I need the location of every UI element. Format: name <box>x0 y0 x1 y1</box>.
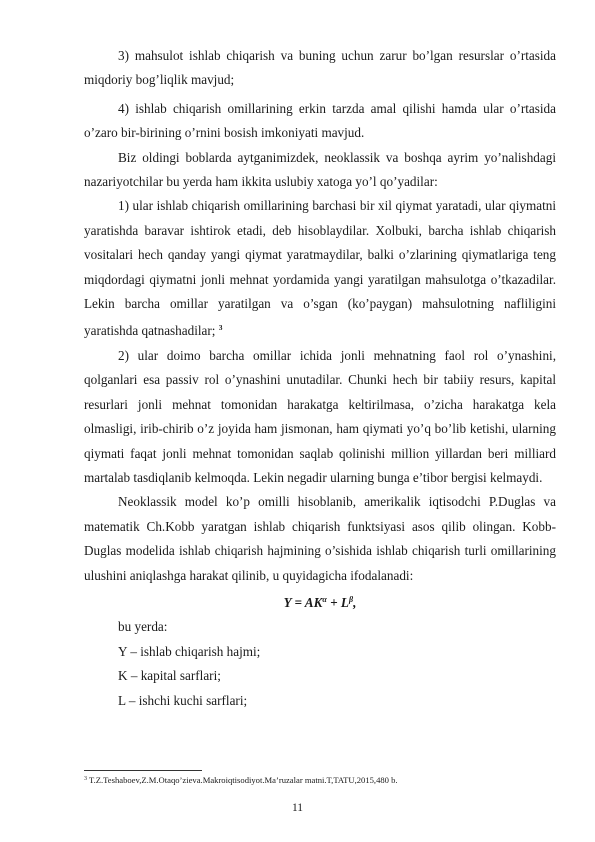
footnote-marker: 3 <box>84 776 87 782</box>
footnote-divider <box>84 770 202 771</box>
footnote-text: T.Z.Teshaboev,Z.M.Otaqo’zieva.Makroiqtisodiyot.Ma’ruzalar matni.T,TATU,2015,480 b. <box>87 775 398 785</box>
footnote <box>84 773 564 786</box>
paragraph-neoclassical-model: Neoklassik model ko’p omilli hisoblanib, amerikalik iqtisodchi P.Duglas va matematik Ch.Kobb yaratgan ishlab chiqarish funktsiyasi asos qilib olingan. Kobb-Duglas modelida ishlab chiqarish hajmining o’sishida ishlab chiqarish turli omillarining ulushini aniqlashga harakat qilinib, u quyidagicha ifodalanadi: <box>84 494 556 583</box>
paragraph-error-1 <box>84 194 556 343</box>
footnote-reference: 3 <box>218 323 223 333</box>
formula-exponent-alpha: α <box>322 594 327 604</box>
paragraph-error-1-text: 1) ular ishlab chiqarish omillarining barchasi bir xil qiymat yaratadi, ular qiymatni yaratishda baravar ishtirok etadi, deb hisoblaydilar. Xolbuki, barcha ishlab chiqarish vositalari hech qanday yangi qiymat yaratmaydilar, balki o’zlarining qiymatlariga teng miqdordagi qiymatni jonli mehnat yordamida yangi yaratilgan mahsulotga o’tkazadilar. Lekin barcha omillar yaratilgan va o’sgan (ko’paygan) mahsulotning nafliligini yaratishda qatnashadilar; <box>84 198 556 339</box>
formula-lhs: Y = AK <box>283 594 323 610</box>
cobb-douglas-formula <box>84 588 556 615</box>
paragraph-error-2: 2) ular doimo barcha omillar ichida jonli mehnatning faol rol o’ynashini, qolganlari esa passiv rol o’ynashini unutadilar. Chunki hech bir tabiiy resurs, kapital resurlari jonli mehnat tomonidan harakatga keltirilmasa, o’zicha harakatga kela olmasligi, irib-chirib o’z joyida ham jismonan, ham qiymati yo’q bo’lib ketishi, ularning qiymati faqat jonli mehnat tomonidan saqlab qolinishi million yillardan beri milliard martalab tasdiqlanib kelmoqda. Lekin negadir ularning bunga e’tibor bergisi kelmaydi. <box>84 347 556 485</box>
formula-mid: + L <box>326 594 349 610</box>
formula-exponent-beta: β <box>348 594 354 604</box>
paragraph-point-4: 4) ishlab chiqarish omillarining erkin tarzda amal qilishi hamda ular o’rtasida o’zaro bir-birining o’rnini bosish imkoniyati mavjud. <box>84 100 556 141</box>
paragraph-point-3: 3) mahsulot ishlab chiqarish va buning uchun zarur bo’lgan resurslar o’rtasida miqdoriy bog’liqlik mavjud; <box>84 48 556 88</box>
formula-tail: , <box>353 594 357 610</box>
definition-l: L – ishchi kuchi sarflari; <box>118 692 248 708</box>
definition-k: K – kapital sarflari; <box>118 668 221 684</box>
body-text <box>84 44 556 713</box>
paragraph-intro-errors: Biz oldingi boblarda aytganimizdek, neoklassik va boshqa ayrim yo’nalishdagi nazariyotchilar bu yerda ham ikkita uslubiy xatoga yo’l qo’yadilar: <box>84 149 556 190</box>
definition-intro: bu yerda: <box>118 619 168 635</box>
definition-y: Y – ishlab chiqarish hajmi; <box>118 643 261 659</box>
page-number: 11 <box>291 802 304 814</box>
